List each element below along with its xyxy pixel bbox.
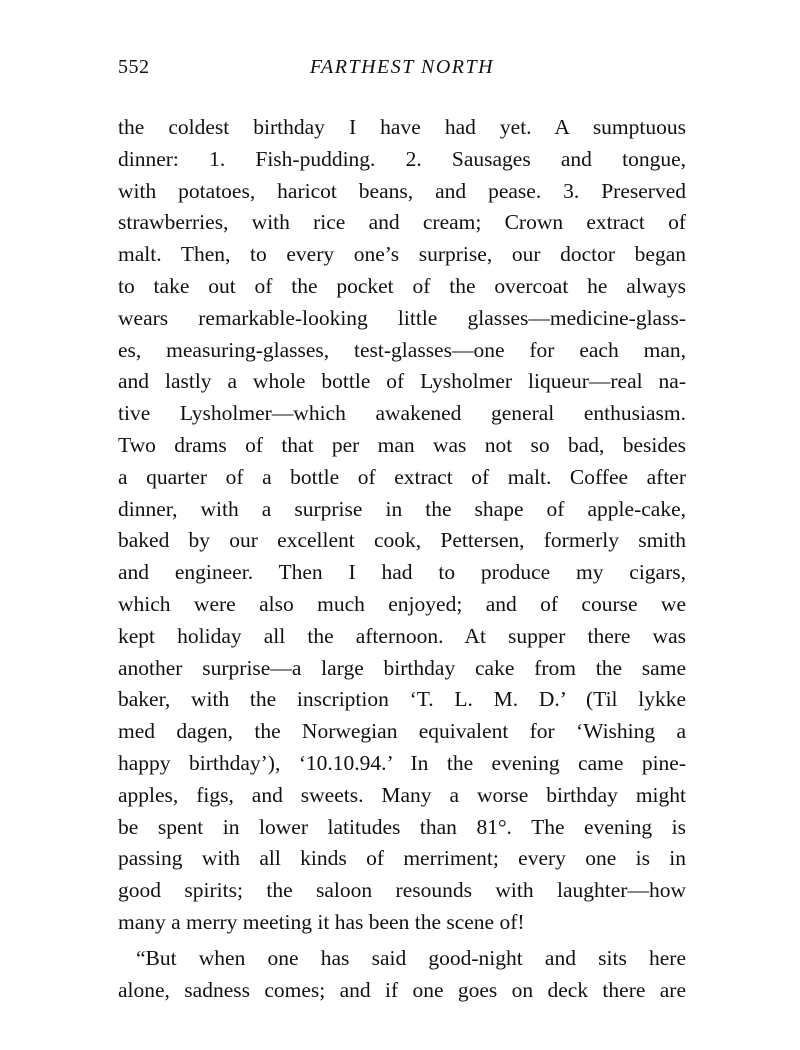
text-line: a quarter of a bottle of extract of malt. Coffee after: [118, 464, 686, 489]
text-line: to take out of the pocket of the overcoat he always: [118, 273, 686, 298]
text-line: baked by our excellent cook, Pettersen, formerly smith: [118, 528, 686, 553]
text-line: baker, with the inscription ‘T. L. M. D.’ (Til lykke: [118, 687, 686, 712]
paragraph-start-line: “But when one has said good-night and sits here: [136, 945, 686, 970]
text-line: Two drams of that per man was not so bad, besides: [118, 432, 686, 457]
text-line: good spirits; the saloon resounds with laughter—how: [118, 878, 686, 903]
text-line: dinner: 1. Fish-pudding. 2. Sausages and tongue,: [118, 146, 686, 171]
text-line: apples, figs, and sweets. Many a worse birthday might: [118, 782, 686, 807]
text-line: the coldest birthday I have had yet. A sumptuous: [118, 115, 686, 139]
running-head-title: FARTHEST NORTH: [309, 56, 495, 78]
text-line: strawberries, with rice and cream; Crown extract of: [118, 210, 686, 235]
body-text: [118, 112, 686, 1006]
text-line: wears remarkable-looking little glasses—medicine-glass-: [118, 305, 686, 330]
text-line: tive Lysholmer—which awakened general enthusiasm.: [118, 401, 686, 426]
text-line: happy birthday’), ‘10.10.94.’ In the evening came pine-: [118, 750, 686, 775]
text-line: which were also much enjoyed; and of course we: [118, 591, 686, 616]
page-number: 552: [118, 56, 150, 78]
text-line: alone, sadness comes; and if one goes on deck there are: [118, 977, 686, 1002]
text-line: med dagen, the Norwegian equivalent for ‘Wishing a: [118, 719, 686, 744]
text-line: es, measuring-glasses, test-glasses—one for each man,: [118, 337, 686, 362]
page-header: [118, 56, 686, 86]
text-line: dinner, with a surprise in the shape of apple-cake,: [118, 496, 686, 521]
paragraph-end-line: many a merry meeting it has been the scene of!: [118, 909, 525, 934]
text-line: be spent in lower latitudes than 81°. The evening is: [118, 814, 686, 839]
text-line: with potatoes, haricot beans, and pease. 3. Preserved: [118, 178, 686, 203]
text-line: passing with all kinds of merriment; every one is in: [118, 846, 686, 871]
text-line: and lastly a whole bottle of Lysholmer liqueur—real na-: [118, 369, 686, 394]
text-line: kept holiday all the afternoon. At supper there was: [118, 623, 686, 648]
text-line: malt. Then, to every one’s surprise, our doctor began: [118, 242, 686, 267]
text-line: and engineer. Then I had to produce my cigars,: [118, 560, 686, 585]
text-line: another surprise—a large birthday cake from the same: [118, 655, 686, 680]
